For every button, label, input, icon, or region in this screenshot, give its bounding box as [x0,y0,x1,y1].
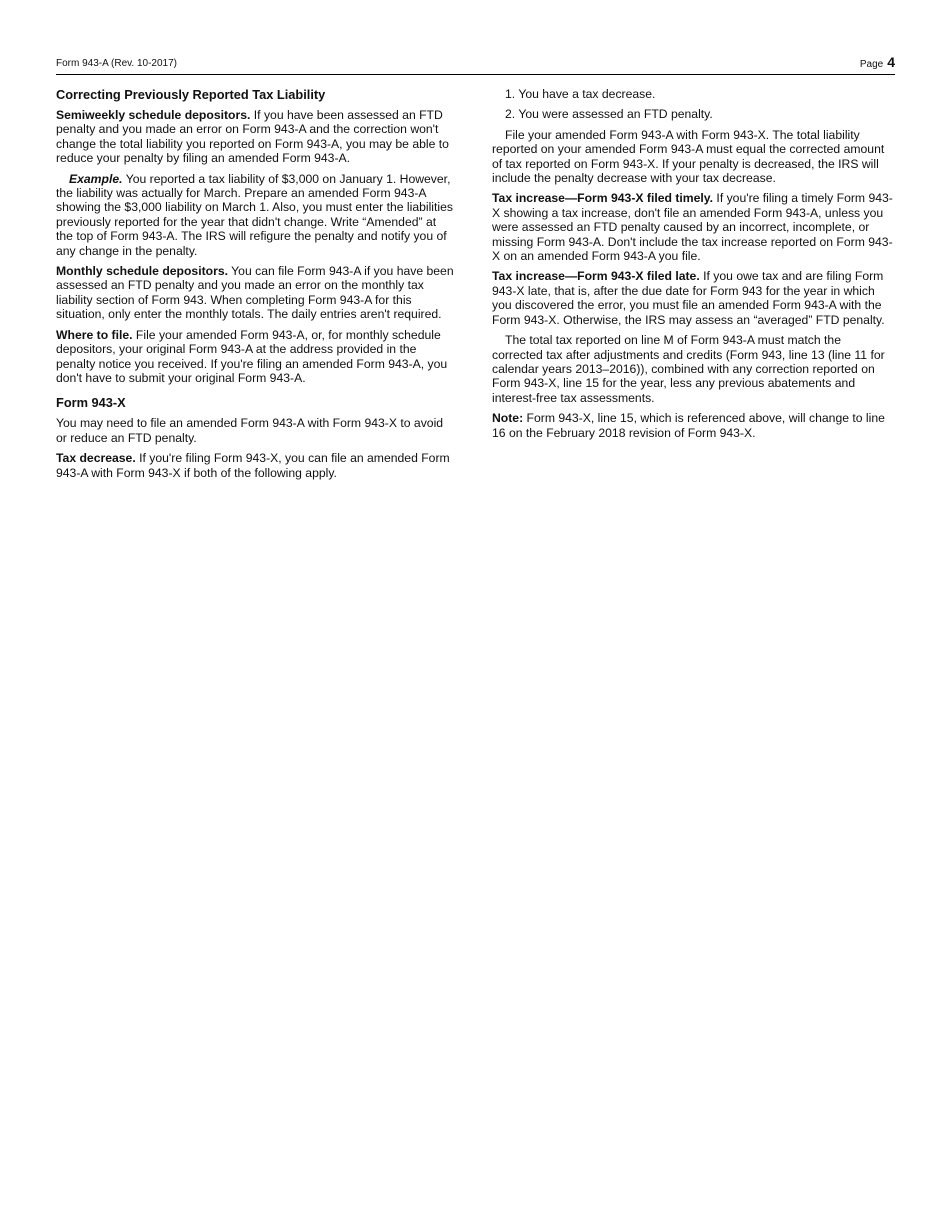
section-heading-correcting: Correcting Previously Reported Tax Liability [56,87,326,102]
paragraph-semiweekly [56,108,456,166]
text-tax-decrease: If you're filing Form 943-X, you can file an amended Form 943-A with Form 943-X if both of the following apply. [56,451,450,480]
paragraph-filed-late [492,269,895,327]
paragraph-may-need: You may need to file an amended Form 943-A with Form 943-X to avoid or reduce an FTD penalty. [56,416,444,445]
lead-semiweekly: Semiweekly schedule depositors. [56,108,251,122]
lead-note: Note: [492,411,524,426]
paragraph-example [56,172,456,258]
text-where-to-file: File your amended Form 943-A, or, for monthly schedule depositors, your original Form 943-A at the address provided in the penalty notice you received. If you're filing an amended Form 943-A, you don't have to submit your original Form 943-A. [56,327,448,385]
paragraph-file-amended: File your amended Form 943-A with Form 943-X. The total liability reported on your amended Form 943-A must equal the corrected amount of tax reported on Form 943-X. If your penalty is decreased, the IRS will include the penalty decrease with your tax decrease. [492,127,885,186]
section-heading-form-943x: Form 943-X [56,395,126,411]
text-monthly: You can file Form 943-A if you have been assessed an FTD penalty and you made an error on the monthly tax liability section of Form 943. When completing Form 943-A for this situation, only enter the monthly totals. The daily entries aren't required. [56,264,454,322]
left-column [56,87,456,486]
lead-monthly: Monthly schedule depositors. [56,264,228,279]
list-item-2: 2. You were assessed an FTD penalty. [505,107,713,122]
right-column [492,87,895,446]
lead-where-to-file: Where to file. [56,327,133,342]
page-label: Page [859,59,884,70]
page-number: 4 [887,54,895,70]
paragraph-note [492,411,895,440]
lead-example: Example. [69,171,123,186]
text-example: You reported a tax liability of $3,000 on January 1. However, the liability was actually for March. Prepare an amended Form 943-A showing the $3,000 liability on March 1. Also, you must enter the liabilities previously reported for the year that didn't change. Write “Amended” at the top of Form 943-A. The IRS will refigure the penalty and notify you of any change in the penalty. [56,171,453,258]
lead-filed-timely: Tax increase—Form 943-X filed timely. [492,191,714,206]
paragraph-filed-timely [492,191,895,263]
paragraph-monthly [56,264,456,322]
list-item-1: 1. You have a tax decrease. [505,87,656,101]
text-filed-late: If you owe tax and are filing Form 943-X late, that is, after the due date for Form 943 for the year in which you discovered the error, you must file an amended Form 943-A with the Form 943-X. Otherwise, the IRS may assess an “averaged” FTD penalty. [492,269,885,327]
page-header [56,54,895,75]
text-filed-timely: If you're filing a timely Form 943-X showing a tax increase, don't file an amended Form 943-A, unless you were assessed an FTD penalty caused by an incorrect, incomplete, or missing Form 943-A. Don't include the tax increase reported on Form 943-X on an amended Form 943-A you file. [492,191,893,264]
page-indicator [860,54,895,70]
lead-tax-decrease: Tax decrease. [56,451,136,466]
form-revision-label: Form 943-A (Rev. 10-2017) [56,58,177,69]
lead-filed-late: Tax increase—Form 943-X filed late. [492,269,700,284]
paragraph-total-tax: The total tax reported on line M of Form 943-A must match the corrected tax after adjustments and credits (Form 943, line 13 (line 11 for calendar years 2013–2016)), combined with any correction reported on Form 943-X, line 15 for the year, less any previous abatements and interest-free tax assessments. [492,333,885,405]
paragraph-tax-decrease [56,451,456,480]
text-note: Form 943-X, line 15, which is referenced above, will change to line 16 on the February 2018 revision of Form 943-X. [492,411,885,440]
paragraph-where-to-file [56,328,456,386]
text-semiweekly: If you have been assessed an FTD penalty and you made an error on Form 943-A and the correction won't change the total liability you reported on Form 943-A, you may be able to reduce your penalty by filing an amended Form 943-A. [56,108,449,166]
